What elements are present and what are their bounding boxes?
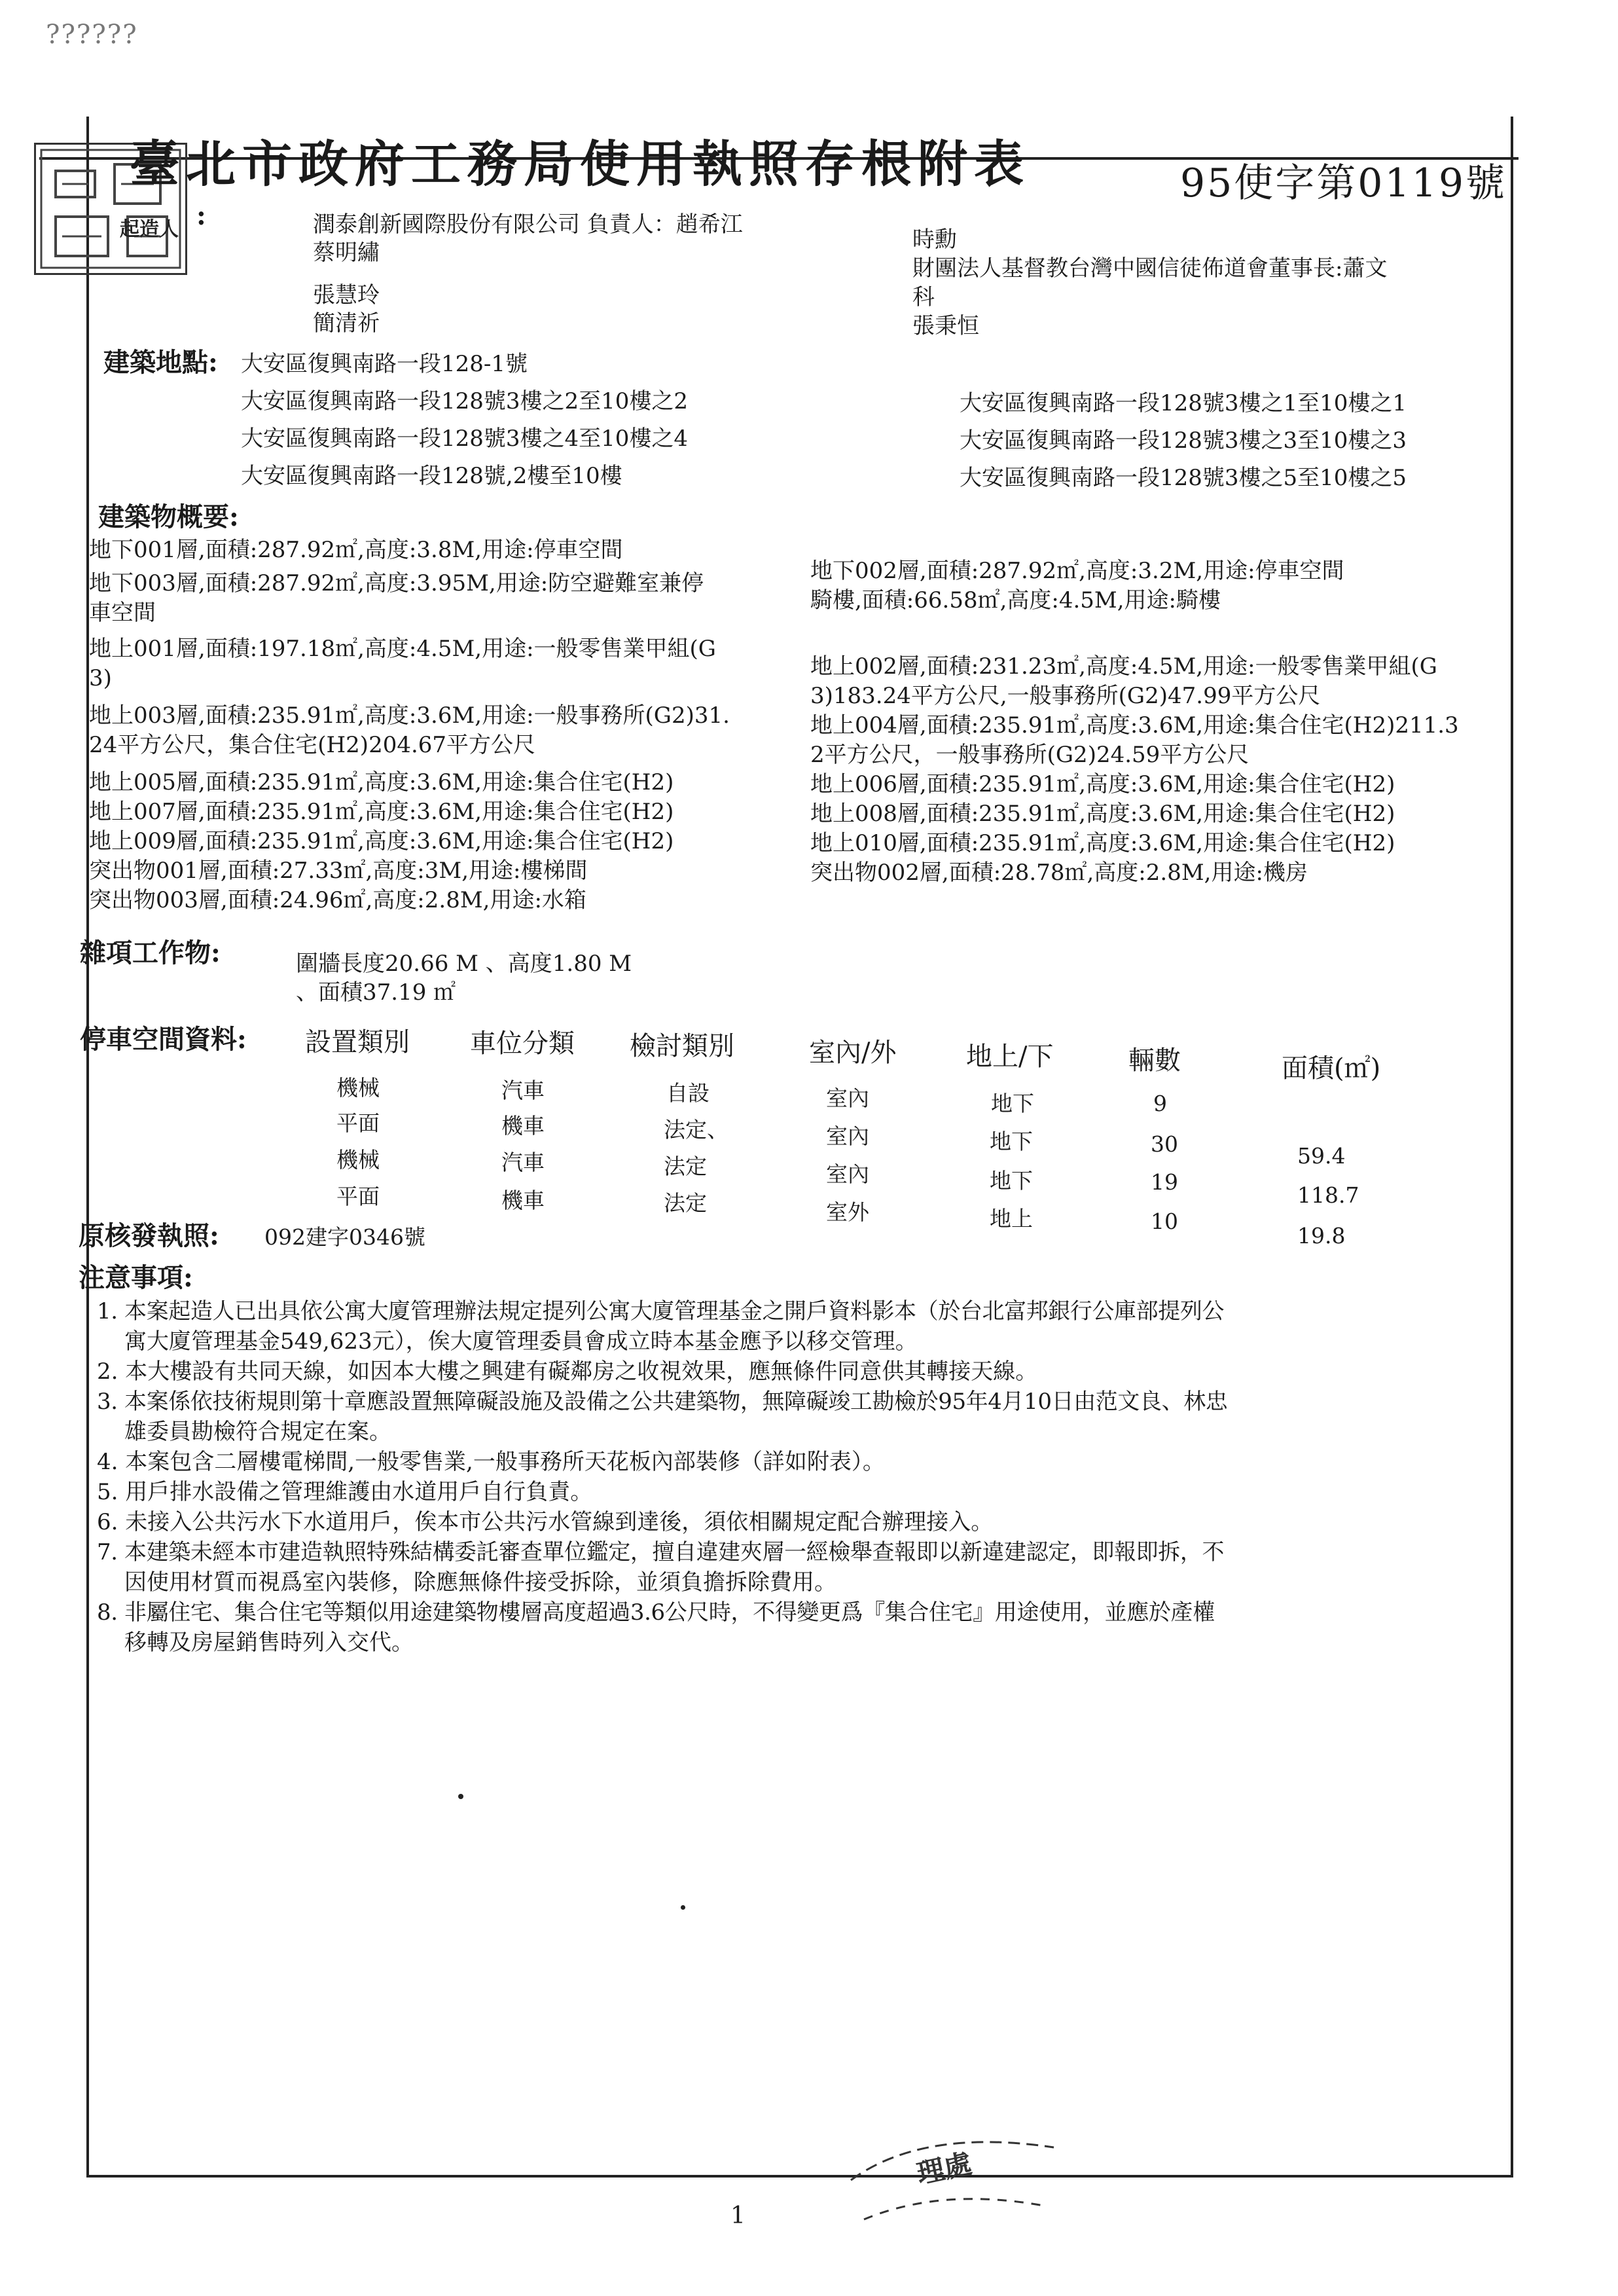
applicant-line: 張慧玲 (313, 282, 380, 308)
footer-seal-stamp (844, 2121, 1060, 2226)
notes-list (97, 1296, 1498, 1658)
cell-class: 機車 (501, 1188, 545, 1213)
cell-type: 機械 (336, 1147, 380, 1173)
permit-number: 95使字第0119號 (1179, 160, 1507, 206)
note-line: 寓大廈管理基金549,623元），俟大廈管理委員會成立時本基金應予以移交管理。 (124, 1328, 918, 1355)
floor-line: 地上001層,面積:197.18㎡,高度:4.5M,用途:一般零售業甲組(G (89, 636, 716, 662)
cell-area: 118.7 (1297, 1182, 1359, 1208)
note-line: 1. 本案起造人已出具依公寓大廈管理辦法規定提列公寓大廈管理基金之開戶資料影本（於台北富邦銀行公庫部提列公 (97, 1298, 1225, 1324)
note-line: 移轉及房屋銷售時列入交代。 (124, 1630, 414, 1656)
cell-indoor: 室內 (826, 1123, 869, 1149)
floor-line: 地下002層,面積:287.92㎡,高度:3.2M,用途:停車空間 (810, 558, 1344, 584)
floor-line: 地上005層,面積:235.91㎡,高度:3.6M,用途:集合住宅(H2) (89, 769, 674, 795)
applicant-line: 財團法人基督教台灣中國信徒佈道會董事長:蕭文 (912, 255, 1388, 282)
applicant-line: 潤泰創新國際股份有限公司 負責人：趙希江 (313, 211, 743, 238)
applicant-line: 時勳 (912, 227, 957, 253)
floor-line: 3) (89, 665, 112, 691)
scan-header-mark: ?????? (46, 20, 138, 50)
cell-count: 30 (1151, 1131, 1178, 1157)
applicants-left (313, 211, 743, 338)
site-address: 大安區復興南路一段128號3樓之2至10樓之2 (241, 388, 689, 414)
page-title: 臺北市政府工務局使用執照存根附表 (130, 135, 1030, 193)
cell-class: 機車 (501, 1113, 545, 1139)
floor-line: 地上007層,面積:235.91㎡,高度:3.6M,用途:集合住宅(H2) (89, 799, 674, 825)
scan-speck (458, 1794, 463, 1799)
applicant-line: 蔡明繡 (313, 240, 380, 266)
page-number: 1 (730, 2202, 746, 2229)
overview-right (810, 556, 1459, 888)
cell-indoor: 室內 (826, 1161, 869, 1187)
site-address: 大安區復興南路一段128號3樓之5至10樓之5 (960, 465, 1407, 491)
floor-line: 突出物002層,面積:28.78㎡,高度:2.8M,用途:機房 (810, 860, 1308, 886)
footer-seal-text: 理處 (914, 2147, 975, 2191)
applicant-line: 張秉恒 (912, 313, 979, 339)
cell-level: 地上 (990, 1206, 1033, 1231)
site-address: 大安區復興南路一段128號3樓之4至10樓之4 (241, 426, 689, 452)
cell-indoor: 室內 (826, 1085, 869, 1111)
original-permit-number: 092建字0346號 (264, 1224, 425, 1250)
applicants-right (912, 225, 1387, 340)
note-line: 雄委員勘檢符合規定在案。 (124, 1419, 391, 1445)
cell-indoor: 室外 (826, 1199, 869, 1225)
site-address: 大安區復興南路一段128-1號 (241, 351, 528, 377)
note-line: 8. 非屬住宅、集合住宅等類似用途建築物樓層高度超過3.6公尺時，不得變更爲『集合住宅』用途使用，並應於產權 (97, 1599, 1215, 1626)
misc-label: 雜項工作物: (80, 938, 221, 968)
cell-count: 10 (1151, 1209, 1178, 1234)
floor-line: 地上008層,面積:235.91㎡,高度:3.6M,用途:集合住宅(H2) (810, 801, 1395, 827)
floor-line: 地上003層,面積:235.91㎡,高度:3.6M,用途:一般事務所(G2)31. (89, 702, 730, 729)
cell-type: 平面 (336, 1184, 380, 1209)
parking-label: 停車空間資料: (80, 1024, 247, 1055)
parking-header-indoor: 室內/外 (809, 1038, 897, 1068)
misc-line: 圍牆長度20.66 M 、高度1.80 M (296, 951, 632, 977)
floor-line: 地上010層,面積:235.91㎡,高度:3.6M,用途:集合住宅(H2) (810, 830, 1395, 856)
cell-level: 地下 (991, 1091, 1034, 1116)
floor-line: 地上004層,面積:235.91㎡,高度:3.6M,用途:集合住宅(H2)211.3 (810, 712, 1459, 738)
floor-line: 地上009層,面積:235.91㎡,高度:3.6M,用途:集合住宅(H2) (89, 828, 674, 854)
cell-review: 法定 (664, 1154, 707, 1179)
site-left (241, 346, 688, 495)
note-line: 7. 本建築未經本市建造執照特殊結構委託審查單位鑑定，擅自違建夾層一經檢舉查報即以新違建認定，即報即拆，不 (97, 1539, 1225, 1565)
note-line: 3. 本案係依技術規則第十章應設置無障礙設施及設備之公共建築物，無障礙竣工勘檢於95年4月10日由范文良、林忠 (97, 1389, 1228, 1415)
cell-class: 汽車 (501, 1078, 545, 1103)
cell-review: 法定、 (664, 1117, 728, 1142)
misc-lines (296, 949, 632, 1007)
cell-review: 自設 (666, 1080, 710, 1106)
cell-count: 19 (1151, 1169, 1178, 1195)
floor-line: 地上002層,面積:231.23㎡,高度:4.5M,用途:一般零售業甲組(G (810, 653, 1437, 680)
cell-level: 地下 (990, 1129, 1033, 1154)
floor-line: 地上006層,面積:235.91㎡,高度:3.6M,用途:集合住宅(H2) (810, 771, 1395, 797)
floor-line: 突出物001層,面積:27.33㎡,高度:3M,用途:樓梯間 (89, 858, 588, 884)
overview-label: 建築物概要: (98, 501, 239, 532)
note-line: 5. 用戶排水設備之管理維護由水道用戶自行負責。 (97, 1479, 593, 1505)
cell-level: 地下 (990, 1168, 1033, 1194)
floor-line: 突出物003層,面積:24.96㎡,高度:2.8M,用途:水箱 (89, 887, 586, 913)
cell-type: 機械 (336, 1075, 380, 1101)
site-label: 建築地點: (103, 347, 218, 378)
cell-review: 法定 (664, 1190, 707, 1216)
note-line: 6. 未接入公共污水下水道用戶，俟本市公共污水管線到達後，須依相關規定配合辦理接入。 (97, 1509, 994, 1535)
floor-line: 24平方公尺，集合住宅(H2)204.67平方公尺 (89, 732, 536, 758)
parking-header-type: 設置類別 (305, 1027, 410, 1057)
cell-type: 平面 (336, 1110, 380, 1136)
floor-line: 騎樓,面積:66.58㎡,高度:4.5M,用途:騎樓 (810, 587, 1221, 613)
floor-line: 地下003層,面積:287.92㎡,高度:3.95M,用途:防空避難室兼停 (89, 570, 704, 596)
applicant-line: 簡清祈 (313, 310, 380, 337)
parking-header-class: 車位分類 (470, 1029, 575, 1059)
site-address: 大安區復興南路一段128號3樓之3至10樓之3 (960, 428, 1407, 454)
site-address: 大安區復興南路一段128號,2樓至10樓 (241, 463, 622, 489)
floor-line: 2平方公尺，一般事務所(G2)24.59平方公尺 (810, 742, 1249, 768)
applicant-label-colon: : (196, 200, 206, 231)
note-line: 4. 本案包含二層樓電梯間,一般零售業,一般事務所天花板內部裝修（詳如附表）。 (97, 1449, 885, 1475)
cell-area: 59.4 (1297, 1143, 1346, 1169)
parking-header-area: 面積(㎡) (1282, 1053, 1381, 1084)
floor-line: 車空間 (89, 600, 156, 626)
parking-header-review: 檢討類別 (630, 1031, 734, 1061)
scan-speck (681, 1905, 685, 1910)
cell-area: 19.8 (1297, 1223, 1346, 1248)
applicant-line: 科 (912, 284, 935, 310)
parking-header-count: 輛數 (1128, 1046, 1181, 1076)
floor-line: 3)183.24平方公尺,一般事務所(G2)47.99平方公尺 (810, 683, 1321, 709)
site-address: 大安區復興南路一段128號3樓之1至10樓之1 (960, 390, 1407, 416)
cell-class: 汽車 (501, 1150, 545, 1175)
original-permit-label: 原核發執照: (79, 1220, 219, 1251)
note-line: 2. 本大樓設有共同天線，如因本大樓之興建有礙鄰房之收視效果，應無條件同意供其轉接天線。 (97, 1358, 1038, 1385)
parking-header-level: 地上/下 (966, 1042, 1054, 1072)
overview-left (89, 536, 802, 915)
misc-line: 、面積37.19 ㎡ (296, 979, 456, 1006)
site-right (960, 385, 1407, 497)
notes-label: 注意事項: (79, 1262, 193, 1293)
note-line: 因使用材質而視爲室內裝修，除應無條件接受拆除，並須負擔拆除費用。 (124, 1569, 836, 1595)
cell-count: 9 (1153, 1091, 1167, 1116)
applicant-line (313, 267, 743, 282)
applicant-label: 起造人 (120, 218, 179, 241)
floor-line: 地下001層,面積:287.92㎡,高度:3.8M,用途:停車空間 (89, 537, 623, 563)
